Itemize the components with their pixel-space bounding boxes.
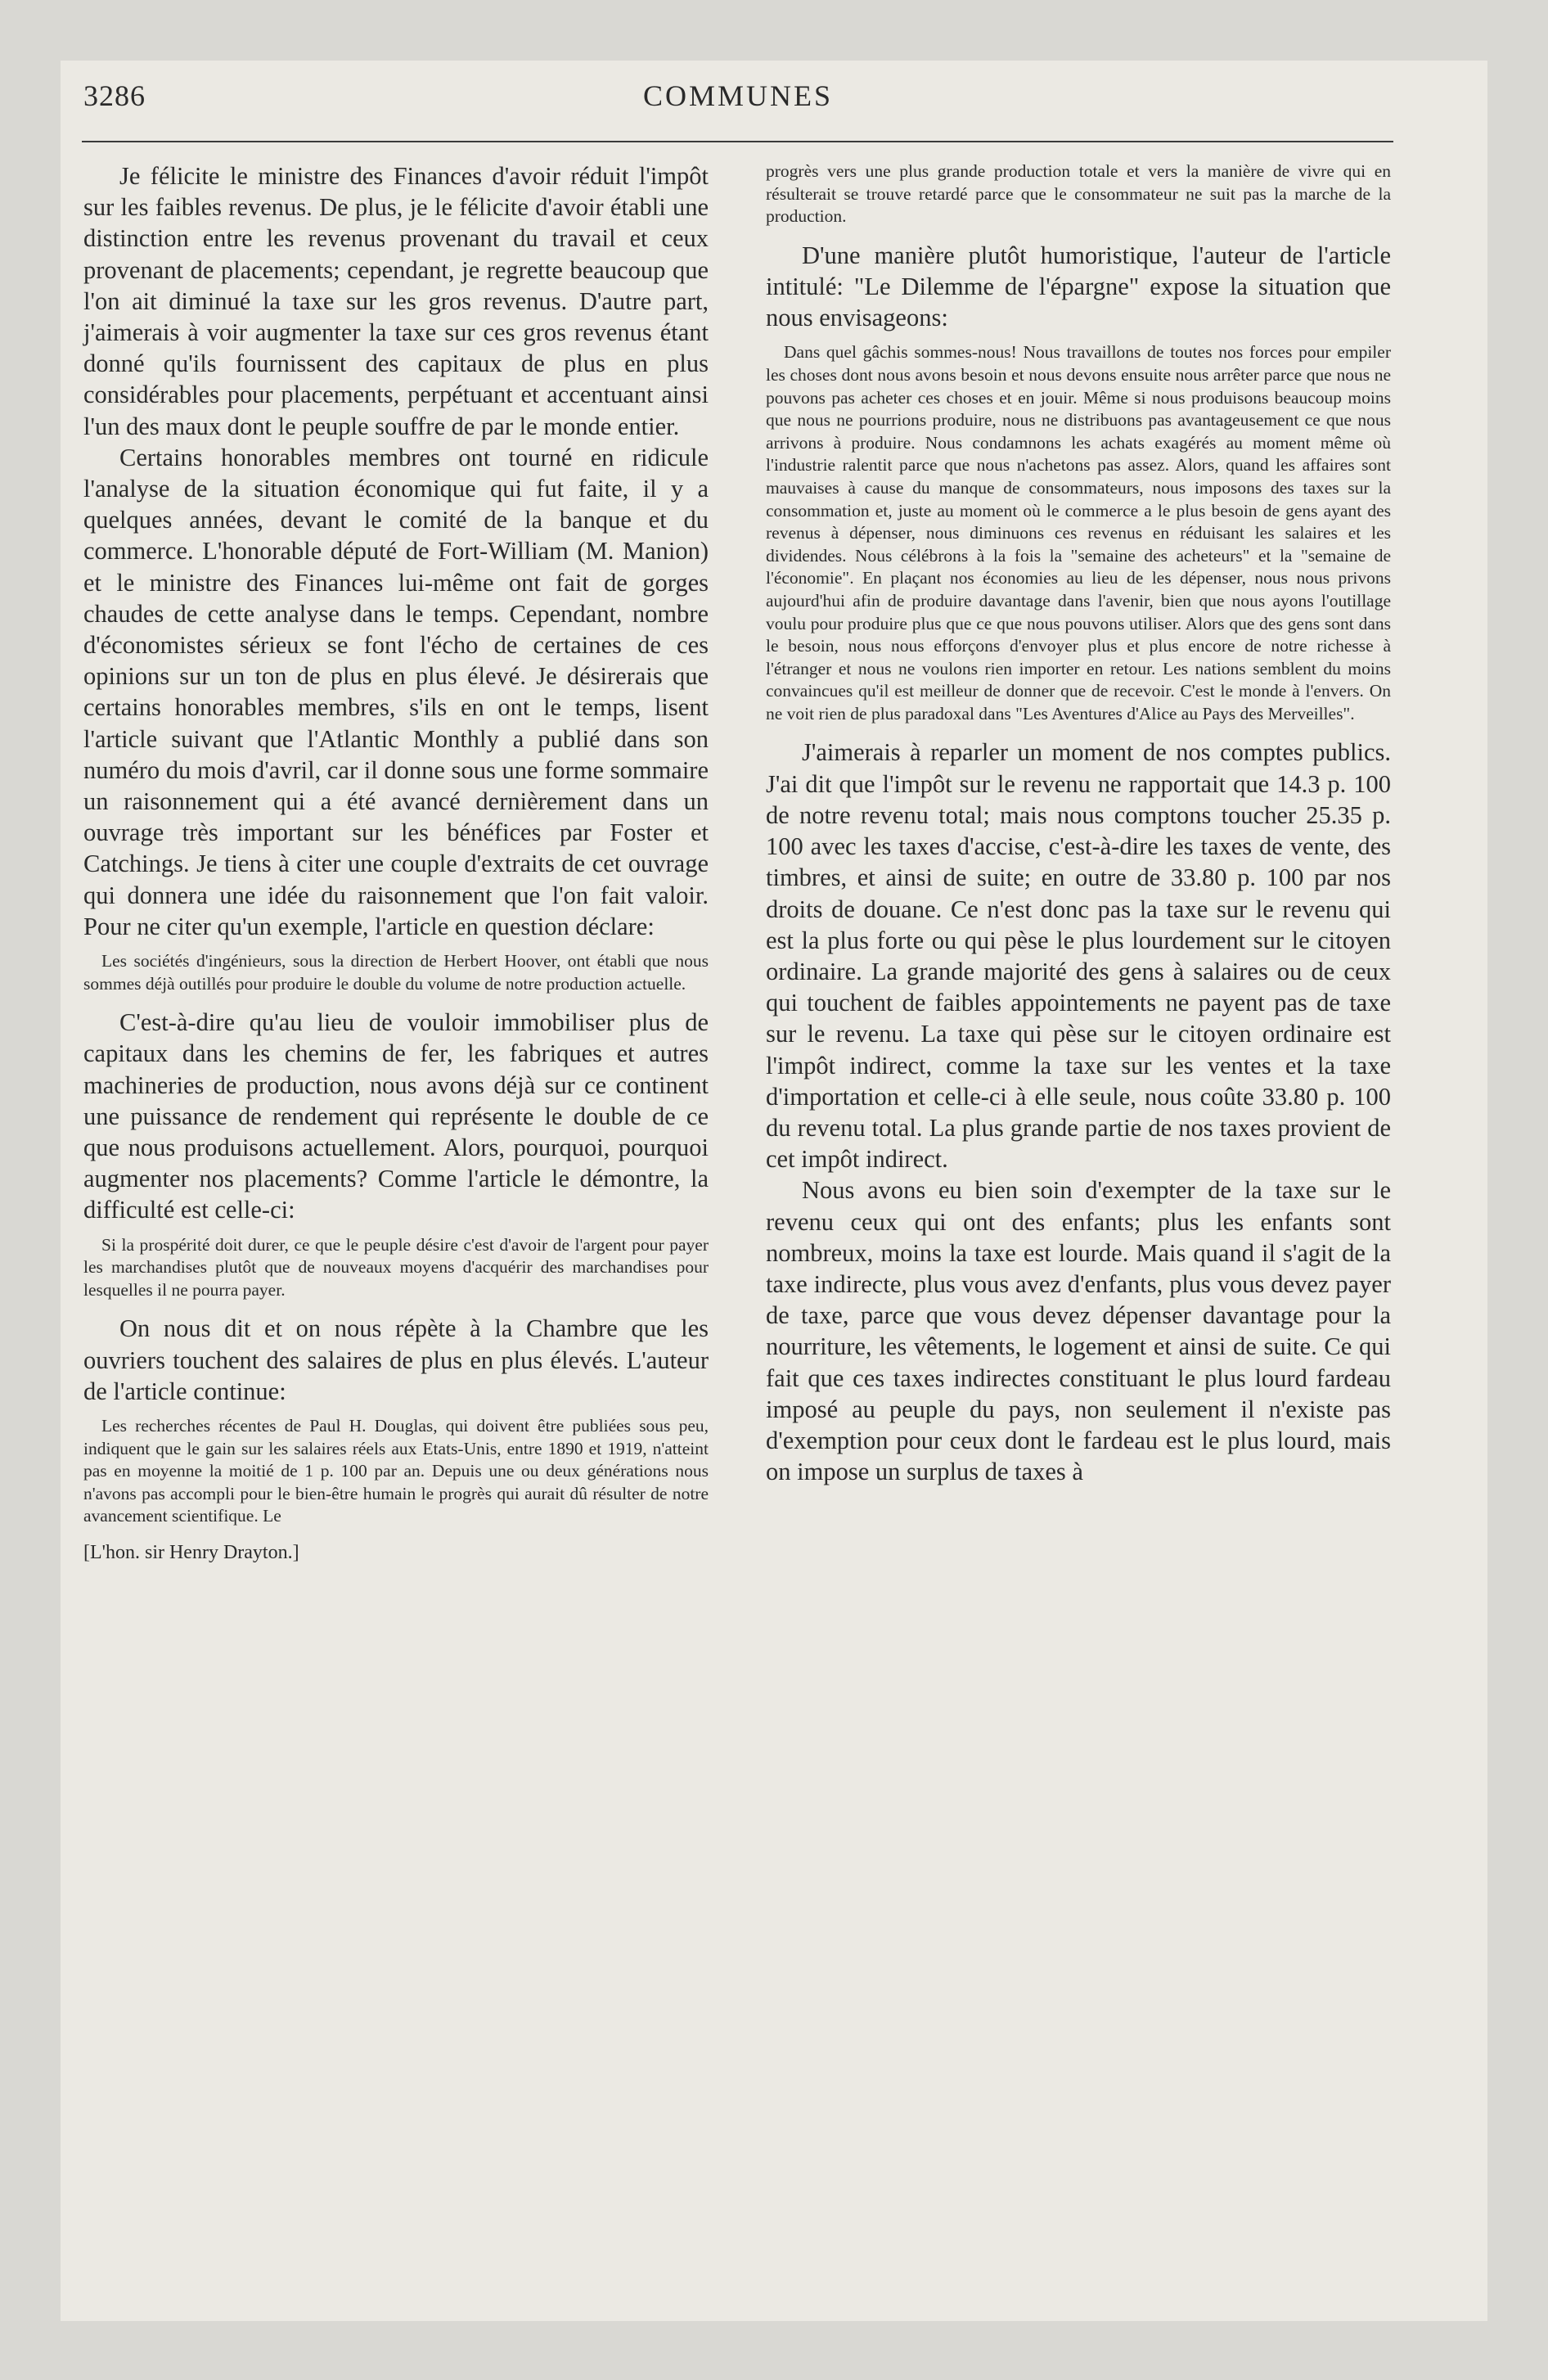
page-header [83,79,1393,136]
paragraph: C'est-à-dire qu'au lieu de vouloir immobiliser plus de capitaux dans les chemins de fer, les fabriques et autres machineries de production, nous avons déjà sur ce continent une puissance de rendement qui représente le double de ce que nous produisons actuellement. Alors, pourquoi, pourquoi augmenter nos placements? Comme l'article le démontre, la difficulté est celle-ci: [83,1008,709,1224]
paragraph: On nous dit et on nous répète à la Chambre que les ouvriers touchent des salaires de plus en plus élevés. L'auteur de l'article continue: [83,1314,709,1405]
block-quote: Dans quel gâchis sommes-nous! Nous travaillons de toutes nos forces pour empiler les choses dont nous avons besoin et nous devons ensuite nous arrêter parce que nous ne pouvons pas acheter ces choses et en jouir. Même si nous produisons beaucoup moins que nous ne pourrions produire, nous ne distribuons pas avantageusement ce que nous arrivons à produire. Nous condamnons les achats exagérés au moment même où l'industrie ralentit parce que nous n'achetons pas assez. Alors, quand les affaires sont mauvaises à cause du manque de consommateurs, nous imposons des taxes sur la consommation et, juste au moment où le commerce a le plus besoin de gens ayant des revenus à dépenser, nous diminuons ces revenus en réduisant les salaires et les dividendes. Nous célébrons à la fois la "semaine des acheteurs" et la "semaine de l'économie". En plaçant nos économies au lieu de les dépenser, nous nous privons aujourd'hui afin de produire davantage dans l'avenir, bien que nous ayons l'outillage voulu pour produire plus que ce que nous pouvons utiliser. Alors que des gens sont dans le besoin, nous nous efforçons d'envoyer plus et plus encore de notre richesse à l'étranger et nous ne voulons rien importer en retour. Les nations semblent du moins convaincues qu'il est meilleur de donner que de recevoir. C'est le monde à l'envers. On ne voit rien de plus paradoxal dans "Les Aventures d'Alice au Pays des Merveilles". [766,342,1391,723]
header-rule [82,141,1393,142]
left-column [83,160,709,1566]
block-quote: progrès vers une plus grande production totale et vers la manière de vivre qui en résulterait se trouve retardé parce que le consommateur ne suit pas la marche de la production. [766,161,1391,227]
block-quote: Les recherches récentes de Paul H. Douglas, qui doivent être publiées sous peu, indiquent que le gain sur les salaires réels aux Etats-Unis, entre 1890 et 1919, n'atteint pas en moyenne la moitié de 1 p. 100 par an. Depuis une ou deux générations nous n'avons pas accompli pour le bien-être humain le progrès qui aurait dû résulter de notre avancement scientifique. Le [83,1416,709,1526]
block-quote: Si la prospérité doit durer, ce que le peuple désire c'est d'avoir de l'argent pour payer les marchandises plutôt que de nouveaux moyens d'acquérir des marchandises pour lesquelles il ne pourra payer. [83,1234,709,1300]
running-head: COMMUNES [642,79,834,112]
speaker-attribution: [L'hon. sir Henry Drayton.] [83,1542,299,1564]
paragraph: Nous avons eu bien soin d'exempter de la taxe sur le revenu ceux qui ont des enfants; plus les enfants sont nombreux, moins la taxe est lourde. Mais quand il s'agit de la taxe indirecte, plus vous avez d'enfants, plus vous devez payer de taxe, parce que vous devez dépenser davantage pour la nourriture, les vêtements, le logement et ainsi de suite. Ce qui fait que ces taxes indirectes constituant le plus lourd fardeau imposé au peuple du pays, non seulement il n'existe pas d'exemption pour ceux dont le fardeau est le plus lourd, mais on impose un surplus de taxes à [766,1176,1391,1486]
page-number: 3286 [83,79,146,112]
paragraph: Je félicite le ministre des Finances d'avoir réduit l'impôt sur les faibles revenus. De plus, je le félicite d'avoir établi une distinction entre les revenus provenant du travail et ceux provenant de placements; cependant, je regrette beaucoup que l'on ait diminué la taxe sur les gros revenus. D'autre part, j'aimerais à voir augmenter la taxe sur ces gros revenus étant donné qu'ils fournissent des capitaux de plus en plus considérables pour placements, perpétuant et accentuant ainsi l'un des maux dont le peuple souffre de par le monde entier. [83,162,709,440]
block-quote: Les sociétés d'ingénieurs, sous la direction de Herbert Hoover, ont établi que nous sommes déjà outillés pour produire le double du volume de notre production actuelle. [83,951,709,994]
paragraph: J'aimerais à reparler un moment de nos comptes publics. J'ai dit que l'impôt sur le revenu ne rapportait que 14.3 p. 100 de notre revenu total; mais nous comptons toucher 25.35 p. 100 avec les taxes d'accise, c'est-à-dire les taxes de vente, des timbres, et ainsi de suite; en outre de 33.80 p. 100 par nos droits de douane. Ce n'est donc pas la taxe sur le revenu qui est la plus forte ou qui pèse le plus lourdement sur le citoyen ordinaire. La grande majorité des gens à salaires ou de ceux qui touchent de faibles appointements ne payent pas de taxe sur le revenu. La taxe qui pèse sur le citoyen ordinaire est l'impôt indirect, comme la taxe sur les ventes et la taxe d'importation et celle-ci à elle seule, nous coûte 33.80 p. 100 du revenu total. La plus grande partie de nos taxes provient de cet impôt indirect. [766,738,1391,1174]
right-column [766,160,1391,1487]
paragraph: D'une manière plutôt humoristique, l'auteur de l'article intitulé: "Le Dilemme de l'épargne" expose la situation que nous envisageons: [766,241,1391,332]
paragraph: Certains honorables membres ont tourné en ridicule l'analyse de la situation économique qui fut faite, il y a quelques années, devant le comité de la banque et du commerce. L'honorable député de Fort-William (M. Manion) et le ministre des Finances lui-même ont fait de gorges chaudes de cette analyse dans le temps. Cependant, nombre d'économistes sérieux se font l'écho de certaines de ces opinions sur un ton de plus en plus élevé. Je désirerais que certains honorables membres, s'ils en ont le temps, lisent l'article suivant que l'Atlantic Monthly a publié dans son numéro du mois d'avril, car il donne sous une forme sommaire un raisonnement qui a été avancé dernièrement dans un ouvrage très important sur les bénéfices par Foster et Catchings. Je tiens à citer une couple d'extraits de cet ouvrage qui donnera une idée du raisonnement que l'on fait valoir. Pour ne citer qu'un exemple, l'article en question déclare: [83,443,709,940]
